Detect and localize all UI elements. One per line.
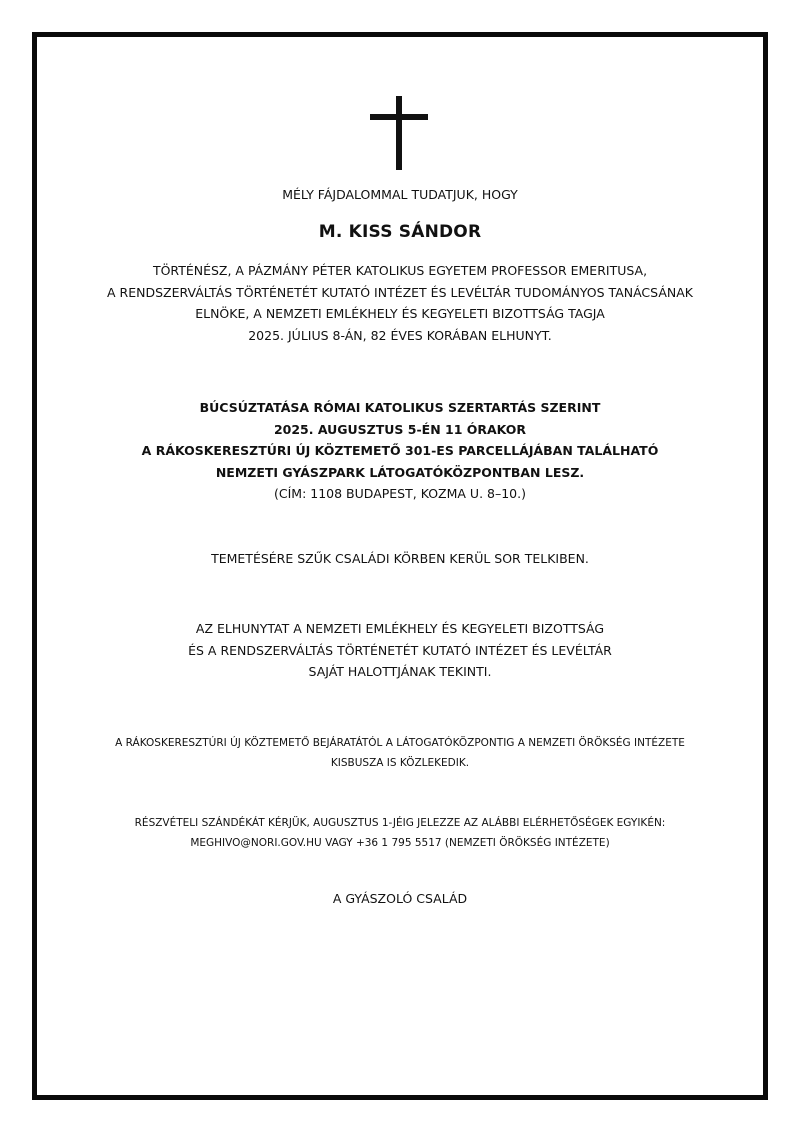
funeral-line: NEMZETI GYÁSZPARK LÁTOGATÓKÖZPONTBAN LESZ. <box>215 464 585 480</box>
deceased-name-text: M. KISS SÁNDOR <box>318 222 482 242</box>
bio-line: ELNÖKE, A NEMZETI EMLÉKHELY ÉS KEGYELETI BIZOTTSÁG TAGJA <box>195 306 605 321</box>
memorial-note <box>60 618 740 683</box>
funeral-line: A RÁKOSKERESZTÚRI ÚJ KÖZTEMETŐ 301-ES PARCELLÁJÁBAN TALÁLHATÓ <box>141 443 659 458</box>
family-signature <box>60 891 740 906</box>
memorial-line: SAJÁT HALOTTJÁNAK TEKINTI. <box>308 664 492 679</box>
bus-line: KISBUSZA IS KÖZLEKEDIK. <box>330 757 470 769</box>
intro-line: MÉLY FÁJDALOMMAL TUDATJUK, HOGY <box>282 187 518 202</box>
deceased-name <box>60 222 740 242</box>
funeral-line: 2025. AUGUSZTUS 5-ÉN 11 ÓRAKOR <box>273 421 527 437</box>
memorial-line: ÉS A RENDSZERVÁLTÁS TÖRTÉNETÉT KUTATÓ INTÉZET ÉS LEVÉLTÁR <box>188 642 612 658</box>
rsvp-note <box>60 813 740 853</box>
rsvp-line: RÉSZVÉTELI SZÁNDÉKÁT KÉRJÜK, AUGUSZTUS 1-JÉIG JELEZZE AZ ALÁBBI ELÉRHETŐSÉGEK EGYIKÉN: <box>134 817 666 829</box>
intro-text <box>60 187 740 202</box>
cross-icon <box>370 96 430 170</box>
funeral-line: BÚCSÚZTATÁSA RÓMAI KATOLIKUS SZERTARTÁS SZERINT <box>199 400 601 415</box>
bus-line: A RÁKOSKERESZTÚRI ÚJ KÖZTEMETŐ BEJÁRATÁTÓL A LÁTOGATÓKÖZPONTIG A NEMZETI ÖRÖKSÉG INTÉZETE <box>115 737 685 749</box>
family-line: A GYÁSZOLÓ CSALÁD <box>332 891 468 906</box>
memorial-line: AZ ELHUNYTAT A NEMZETI EMLÉKHELY ÉS KEGYELETI BIZOTTSÁG <box>195 621 605 636</box>
biography <box>60 260 740 346</box>
funeral-details <box>60 397 740 505</box>
burial-note <box>60 551 740 566</box>
burial-line: TEMETÉSÉRE SZŰK CSALÁDI KÖRBEN KERÜL SOR TELKIBEN. <box>211 551 589 566</box>
bio-line: 2025. JÚLIUS 8-ÁN, 82 ÉVES KORÁBAN ELHUNYT. <box>248 327 552 343</box>
rsvp-contact: MEGHIVO@NORI.GOV.HU VAGY +36 1 795 5517 (NEMZETI ÖRÖKSÉG INTÉZETE) <box>190 837 610 849</box>
bio-line: A RENDSZERVÁLTÁS TÖRTÉNETÉT KUTATÓ INTÉZET ÉS LEVÉLTÁR TUDOMÁNYOS TANÁCSÁNAK <box>107 284 693 300</box>
funeral-address: (CÍM: 1108 BUDAPEST, KOZMA U. 8–10.) <box>274 486 526 501</box>
bio-line: TÖRTÉNÉSZ, A PÁZMÁNY PÉTER KATOLIKUS EGYETEM PROFESSOR EMERITUSA, <box>152 263 648 278</box>
bus-note <box>60 733 740 773</box>
